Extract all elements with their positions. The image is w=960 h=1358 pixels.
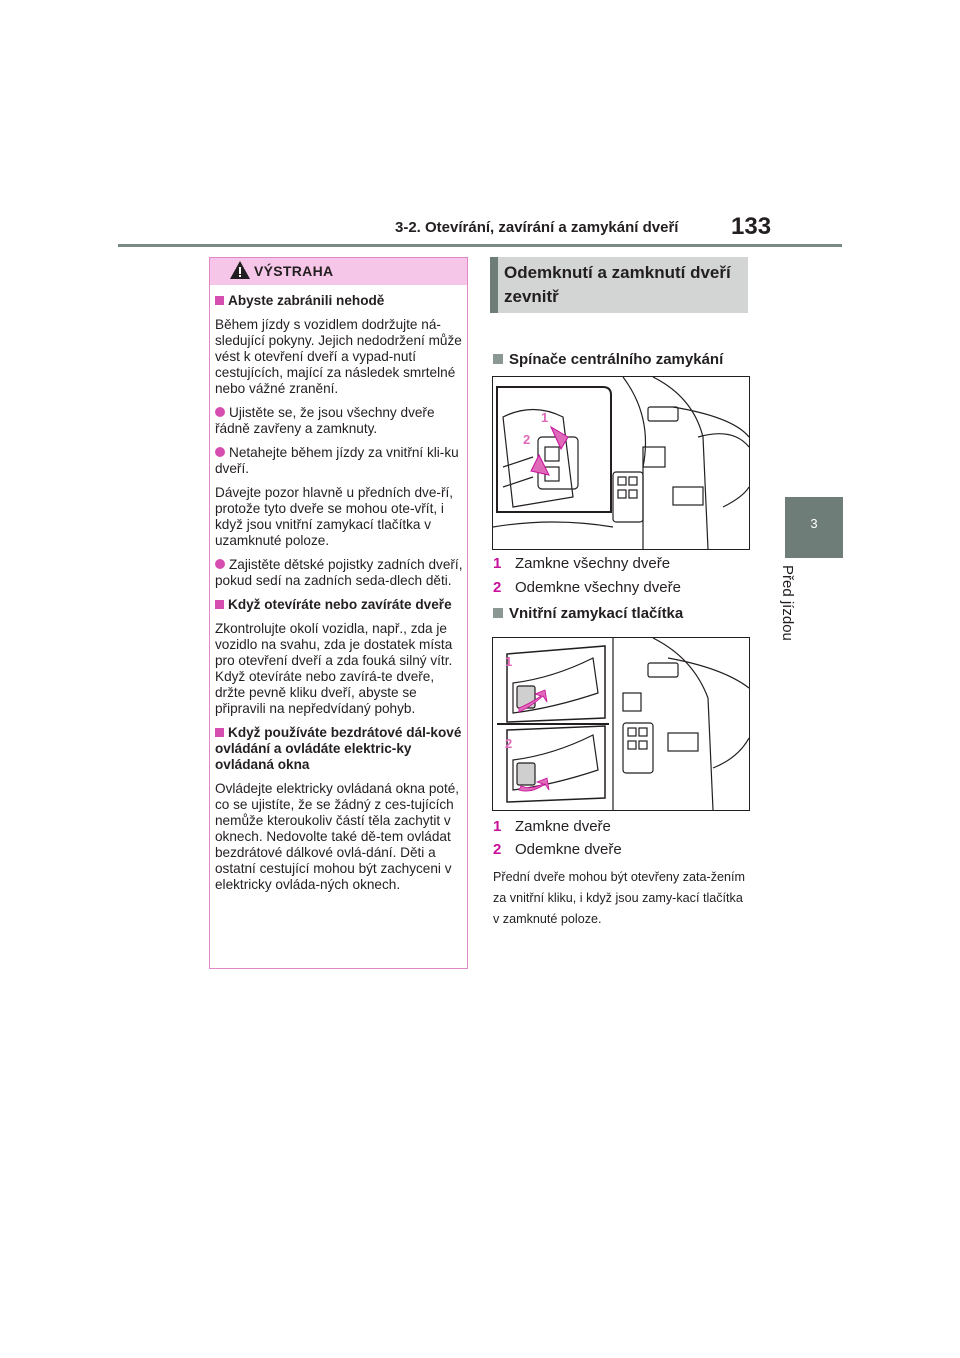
header-rule [118,244,842,247]
subheading-central-locking: Spínače centrálního zamykání [493,348,753,396]
warning-triangle-icon [229,259,251,281]
figure-central-lock-switches [492,376,750,550]
warning-heading-1: Abyste zabránili nehodě [215,293,465,309]
warning-paragraph-4: Ovládejte elektricky ovládaná okna poté, co se ujistíte, že se žádný z ces-tujících nemůže kteroukoliv částí těla zachytit v oknech. Nedovolte také dě-tem ovládat bezdrátové dálkové ovlá-dání. Děti a ostatní cestující mohou být zachyceni v elektricky ovláda-ných oknech. [215,781,460,892]
round-bullet-icon [215,559,225,569]
chapter-number: 3 [810,516,818,531]
fig2-label-2: 2 [505,736,513,751]
subheading-inside-lock-buttons: Vnitřní zamykací tlačítka [493,605,753,622]
chapter-label [779,565,802,655]
warning-bullet-1: Ujistěte se, že jsou všechny dveře řádně zavřeny a zamknuty. [215,405,435,436]
square-bullet-icon [215,296,224,305]
square-bullet-icon [215,600,224,609]
warning-title: VÝSTRAHA [254,263,334,279]
round-bullet-icon [215,447,225,457]
list-item-lock-door: 1 Zamkne dveře [493,818,611,835]
warning-heading-3: Když používáte bezdrátové dál-kové ovládání a ovládáte elektric-ky ovládaná okna [215,725,462,772]
list-item-unlock-door: 2 Odemkne dveře [493,841,622,858]
fig2-label-1: 1 [505,654,513,669]
list-item-lock-all: 1 Zamkne všechny dveře [493,555,671,572]
warning-paragraph-1: Během jízdy s vozidlem dodržujte ná-sledující pokyny. Jejich nedodržení může vést k otevření dveří a vypad-nutí cestujících, mající za následek smrtelné nebo vážné zranění. [215,317,462,396]
warning-paragraph-3: Zkontrolujte okolí vozidla, např., zda je vozidlo na svahu, zda je dostatek místa pro otevření dveří a zda fouká silný vítr. Když otevíráte nebo zavírá-te dveře, držte pevně kliku dveří, abyste se připravili na nepředvídaný pohyb. [215,621,453,716]
page-number: 133 [731,213,772,240]
square-bullet-icon [493,608,503,618]
warning-paragraph-2: Dávejte pozor hlavně u předních dve-ří, protože tyto dveře se mohou ote-vřít, i když jsou vnitřní zamykací tlačítka v uzamknuté poloze. [215,485,454,548]
fig1-label-2: 2 [523,432,531,447]
square-bullet-icon [215,728,224,737]
section-heading-bar [490,257,498,313]
list-item-unlock-all: 2 Odemkne všechny dveře [493,579,681,596]
round-bullet-icon [215,407,225,417]
inside-lock-illustration [493,638,749,810]
chapter-label-text: Před jízdou [779,565,796,641]
fig1-label-1: 1 [541,410,549,425]
central-lock-illustration [493,377,749,549]
warning-content [215,293,465,901]
warning-bullet-3: Zajistěte dětské pojistky zadních dveří, pokud sedí na zadních seda-dlech děti. [215,557,463,588]
note-paragraph: Přední dveře mohou být otevřeny zata-žením za vnitřní kliku, i když jsou zamy-kací tlačítka v zamknuté poloze. [493,870,746,926]
running-header: 3-2. Otevírání, zavírání a zamykání dveří [395,219,679,236]
figure-inside-lock-buttons [492,637,750,811]
warning-heading-2: Když otevíráte nebo zavíráte dveře [215,597,465,613]
square-bullet-icon [493,354,503,364]
warning-bullet-2: Netahejte během jízdy za vnitřní kli-ku dveří. [215,445,459,476]
section-title: Odemknutí a zamknutí dveří zevnitř [504,263,731,306]
